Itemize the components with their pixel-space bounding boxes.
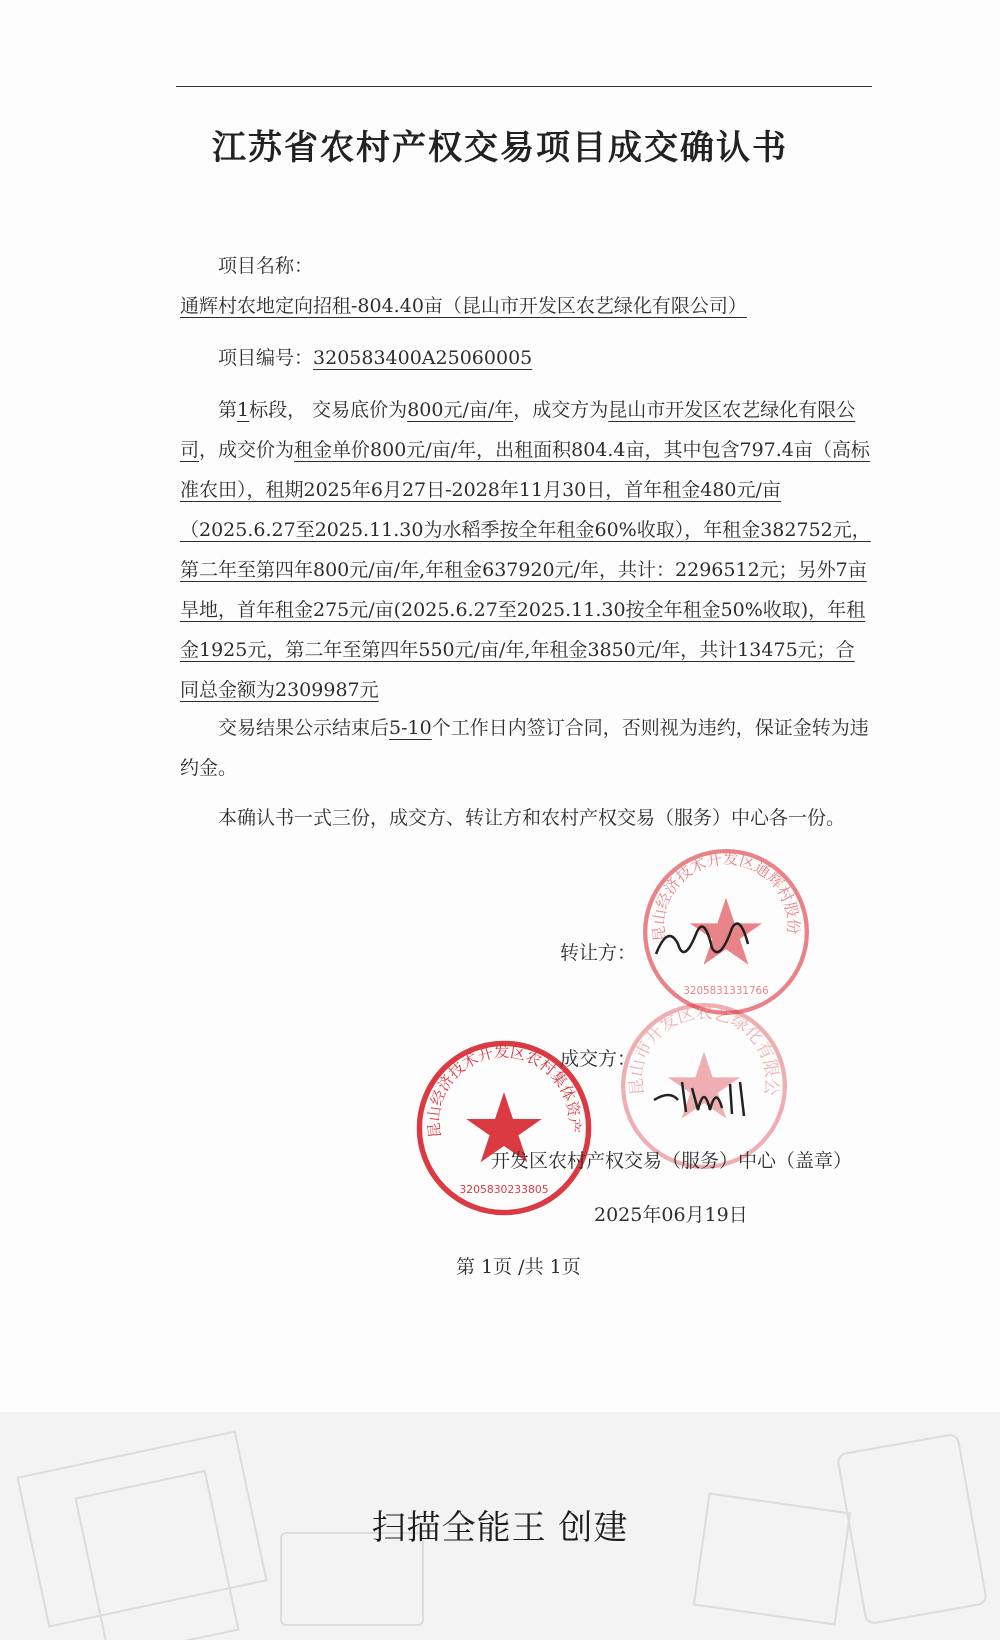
project-name-value: 通辉村农地定向招租-804.40亩（昆山市开发区农艺绿化有限公司） bbox=[180, 295, 747, 317]
transferor-signature bbox=[648, 904, 758, 974]
transferor-stamp-text: 昆山经济技术开发区通辉村股份 bbox=[649, 849, 802, 943]
project-name-row bbox=[180, 246, 872, 326]
scanner-footer bbox=[0, 1412, 1000, 1640]
lot-number: 1 bbox=[237, 399, 250, 421]
buyer-value: 昆山市开发区农艺绿化有限公司 bbox=[180, 399, 856, 461]
page-info: 第 1页 /共 1页 bbox=[456, 1256, 581, 1278]
transferor-stamp-code: 3205831331766 bbox=[683, 984, 769, 997]
contract-suffix: 个工作日内签订合同，否则视为违约，保证金转为违约金。 bbox=[180, 717, 869, 779]
copies-paragraph bbox=[180, 798, 872, 838]
buyer-signature bbox=[648, 1066, 768, 1126]
lot-prefix: 第 bbox=[218, 399, 238, 421]
project-name-label: 项目名称： bbox=[218, 255, 314, 277]
lot-suffix: 标段， bbox=[249, 399, 307, 421]
base-price-label: 交易底价为 bbox=[312, 399, 408, 421]
buyer-stamp-text: 昆山市开发区农艺绿化有限公 bbox=[626, 1003, 782, 1097]
project-no-value: 320583400A25060005 bbox=[313, 347, 533, 369]
deal-price-value: 租金单价800元/亩/年，出租面积804.4亩，其中包含797.4亩（高标准农田），租期2025年6月27日-2028年11月30日，首年租金480元/亩（2025.6.27至2025.11.30为水稻季按全年租金60%收取），年租金382752元，第二年至第四年800元/亩/年,年租金637920元/年，共计：2296512元；另外7亩旱地，首年租金275元/亩(2025.6.27至2025.11.30按全年租金50%收取)，年租金1925元，第二年至第四年550元/亩/年,年租金3850元/年，共计13475元；合同总金额为2309987元 bbox=[180, 439, 871, 701]
document-title: 江苏省农村产权交易项目成交确认书 bbox=[212, 128, 788, 168]
deal-price-label: ，成交价为 bbox=[199, 439, 295, 461]
top-rule bbox=[176, 86, 872, 87]
project-no-label: 项目编号： bbox=[218, 347, 314, 369]
copies-text: 本确认书一式三份，成交方、转让方和农村产权交易（服务）中心各一份。 bbox=[218, 807, 846, 829]
transferor-label: 转让方： bbox=[560, 942, 637, 964]
base-price-value: 800元/亩/年 bbox=[407, 399, 514, 421]
project-no-row bbox=[180, 338, 872, 378]
sign-date: 2025年06月19日 bbox=[594, 1204, 748, 1226]
center-stamp-text: 昆山经济技术开发区农村集体资产 bbox=[424, 1042, 584, 1139]
center-stamp-code: 3205830233805 bbox=[459, 1182, 549, 1196]
buyer-label: ，成交方为 bbox=[513, 399, 609, 421]
contract-prefix: 交易结果公示结束后 bbox=[218, 717, 390, 739]
contract-days: 5-10 bbox=[389, 717, 432, 739]
deal-paragraph bbox=[180, 390, 872, 710]
watermark-text: 扫描全能王 创建 bbox=[371, 1508, 629, 1548]
contract-paragraph bbox=[180, 708, 872, 788]
center-label: 开发区农村产权交易（服务）中心（盖章） bbox=[491, 1150, 853, 1172]
buyer-sign-label: 成交方： bbox=[560, 1048, 637, 1070]
